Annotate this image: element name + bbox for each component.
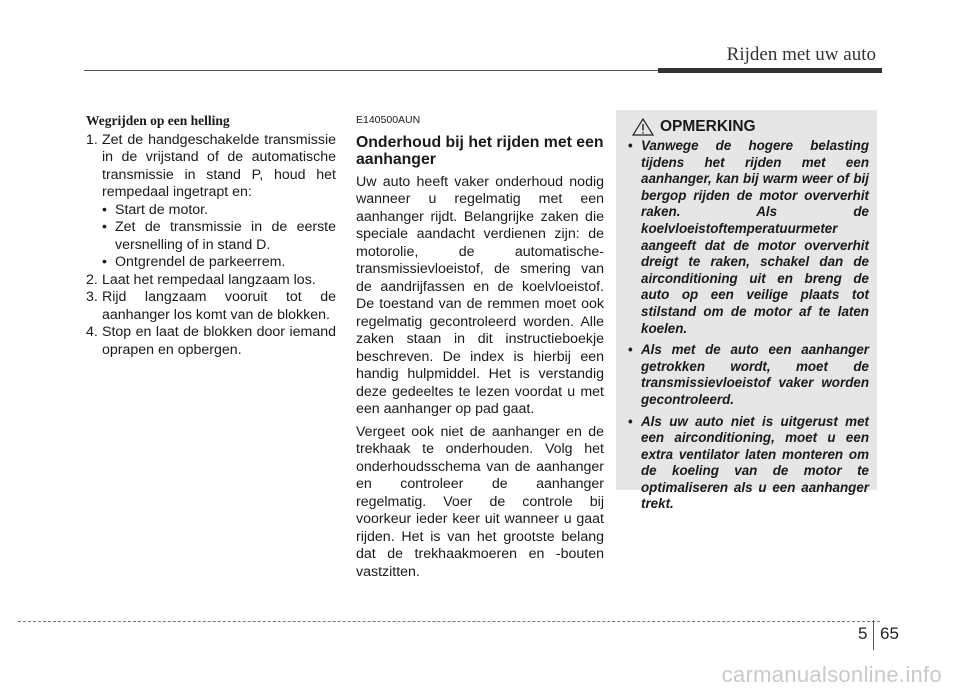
note-item [628,414,869,514]
note-header [632,118,869,136]
bullet-glyph: • [628,138,633,153]
left-column [86,112,336,359]
step-text: Stop en laat de blokken door iemand oprapen en opbergen. [102,324,336,358]
step-number: 2. [86,271,98,288]
step-item [86,289,336,324]
note-box [616,110,877,512]
step-item [86,132,336,202]
step-number: 4. [86,324,98,340]
chapter-number: 5 [858,624,868,643]
note-item [628,138,869,337]
note-item [628,342,869,408]
body-paragraph: Vergeet ook niet de aanhanger en de trekhaak te onderhouden. Volg het onderhoudsschema van de aanhanger en controleer de aanhanger regelmatig. Voer de controle bij voorkeur ieder keer uit wanneer u gaat rijden. Het is van het grootste belang dat de trekhaakmoeren en -bouten vastzitten. [356,423,604,580]
note-text: Vanwege de hogere belasting tijdens het rijden met een aanhanger, kan bij warm weer of bij bergop rijden de motor oververhit raken. Als de koelvloeistoftemperatuurmeter aangeeft dat de motor oververhit dreigt te raken, schakel dan de airconditioning uit en breng de auto op een veilige plaats tot stilstand om de motor af te laten koelen. [641,138,869,336]
step-number: 3. [86,289,98,305]
step-number: 1. [86,131,98,148]
bullet-item [86,219,336,254]
bullet-glyph: • [628,413,633,429]
bullet-text: Ontgrendel de parkeerrem. [115,254,286,270]
footer-divider [873,620,874,650]
header-rule-accent [658,68,882,73]
step-text: Zet de handgeschakelde transmissie in de vrijstand of de automatische transmissie in stand P, houd het rempedaal ingetrapt en: [102,131,336,200]
page-header-title: Rijden met uw auto [726,44,876,65]
middle-column [356,112,604,586]
step-item [86,272,336,290]
section-title: Onderhoud bij het rijden met een aanhanger [356,133,604,168]
note-text: Als uw auto niet is uitgerust met een airconditioning, moet u een extra ventilator laten monteren om de koeling van de motor te optimaliseren als u een aanhanger trekt. [641,413,869,512]
note-text: Als met de auto een aanhanger getrokken wordt, moet de transmissievloeistof vaker worden gecontroleerd. [641,342,869,407]
bullet-text: Zet de transmissie in de eerste versnelling of in stand D. [115,219,336,253]
bullet-text: Start de motor. [115,201,209,218]
warning-triangle-icon [632,118,654,136]
step-text: Rijd langzaam vooruit tot de aanhanger los komt van de blokken. [102,289,336,323]
bullet-item [86,202,336,220]
bullet-item [86,254,336,272]
bullet-glyph: • [102,201,107,218]
bullet-glyph: • [628,342,633,358]
bullet-glyph: • [102,219,107,235]
footer-rule [18,621,880,622]
step-text: Laat het rempedaal langzaam los. [102,271,316,288]
section-heading: Wegrijden op een helling [86,113,230,128]
watermark: carmanualsonline.info [721,662,942,687]
section-code: E140500AUN [356,114,421,126]
page-number: 65 [880,624,899,643]
body-paragraph: Uw auto heeft vaker onderhoud nodig wanneer u regelmatig met een aanhanger rijdt. Belangrijke zaken die speciale aandacht verdienen zijn: de motorolie, de automatische-transmissievloeistof, de smering van de aandrijfassen en de koelvloeistof. De toestand van de remmen moet ook regelmatig gecontroleerd worden. Alle zaken staan in dit instructieboekje beschreven. De index is hierbij een handig hulpmiddel. Het is verstandig deze gedeeltes te lezen voordat u met een aanhanger op pad gaat. [356,173,604,417]
note-title: OPMERKING [660,118,756,135]
step-item [86,324,336,359]
bullet-glyph: • [102,254,107,270]
